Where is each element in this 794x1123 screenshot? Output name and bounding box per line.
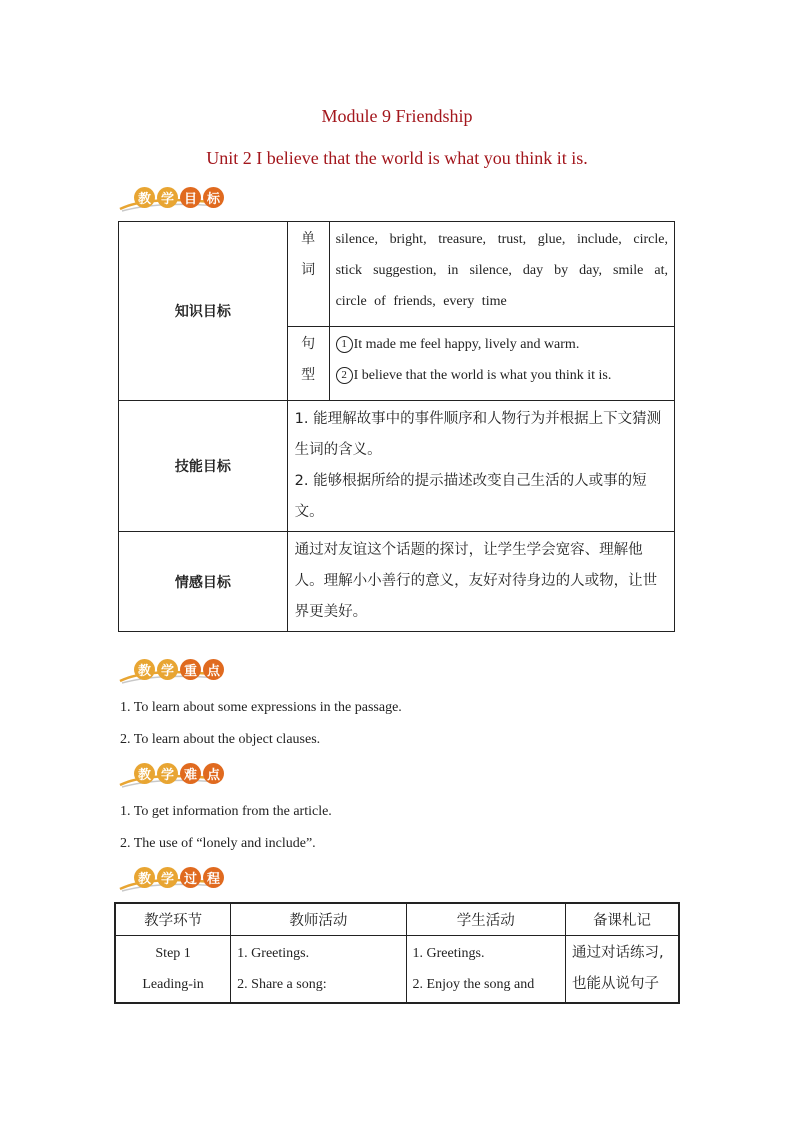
key-point-1: 1. To learn about some expressions in the passage. [120, 700, 402, 715]
sentence-patterns [329, 327, 674, 401]
tag-char: 过 [180, 867, 201, 888]
knowledge-goal-label: 知识目标 [119, 222, 288, 401]
skill-goal-label: 技能目标 [119, 401, 288, 532]
teacher-activity-cell [231, 936, 406, 1004]
notes-cell [565, 936, 679, 1004]
student-activity-cell [406, 936, 565, 1004]
header-notes: 备课札记 [565, 903, 679, 936]
skill-item-1: 1. 能理解故事中的事件顺序和人物行为并根据上下文猜测生词的含义。 [294, 411, 662, 458]
tag-char: 学 [157, 867, 178, 888]
tag-char: 教 [134, 659, 155, 680]
tag-char: 难 [180, 763, 201, 784]
list-item: 2. Enjoy the song and [412, 977, 535, 992]
section-tag-process [118, 867, 228, 893]
section-tag-difficulties [118, 763, 228, 789]
table-row [115, 936, 679, 1004]
tag-char: 教 [134, 187, 155, 208]
emotion-goal-label: 情感目标 [119, 532, 288, 632]
circled-number: 1 [336, 336, 353, 353]
tag-char: 教 [134, 763, 155, 784]
tag-char: 程 [203, 867, 224, 888]
step-name: Leading-in [142, 977, 204, 992]
emotion-goal-content: 通过对友谊这个话题的探讨，让学生学会宽容、理解他人。理解小小善行的意义，友好对待身边的人或物，让世界更美好。 [287, 532, 674, 632]
skill-goal-content [287, 401, 674, 532]
difficulty-2: 2. The use of “lonely and include”. [120, 836, 316, 851]
unit-title: Unit 2 I believe that the world is what you think it is. [206, 148, 588, 168]
objectives-table [118, 221, 675, 632]
vocabulary-list: silence, bright, treasure, trust, glue, include, circle, stick suggestion, in silence, day by day, smile at, circle of friends, every time [329, 222, 674, 327]
sentences-label-char: 型 [301, 367, 316, 383]
step-cell [115, 936, 231, 1004]
header-stage: 教学环节 [115, 903, 231, 936]
list-item: 1. Greetings. [237, 946, 310, 961]
tag-char: 点 [203, 659, 224, 680]
list-item: 也能从说句子 [571, 976, 659, 992]
sentence-text: I believe that the world is what you think it is. [353, 368, 612, 383]
circled-number: 2 [336, 367, 353, 384]
process-table [114, 902, 680, 1004]
section-tag-key-points [118, 659, 228, 685]
header-teacher: 教师活动 [231, 903, 406, 936]
tag-char: 学 [157, 659, 178, 680]
step-number: Step 1 [155, 946, 191, 961]
tag-char: 标 [203, 187, 224, 208]
section-tag-objectives [118, 187, 228, 213]
sentences-label-char: 句 [301, 336, 316, 352]
words-label-char: 单 [301, 231, 316, 247]
sentence-text: It made me feel happy, lively and warm. [353, 337, 580, 352]
header-student: 学生活动 [406, 903, 565, 936]
tag-char: 学 [157, 763, 178, 784]
skill-item-2: 2. 能够根据所给的提示描述改变自己生活的人或事的短文。 [294, 473, 647, 520]
sentences-label [287, 327, 329, 401]
tag-char: 重 [180, 659, 201, 680]
difficulty-1: 1. To get information from the article. [120, 804, 332, 819]
sentence-pattern-2 [336, 360, 668, 391]
list-item: 1. Greetings. [412, 946, 485, 961]
list-item: 2. Share a song: [237, 977, 327, 992]
list-item: 通过对话练习, [571, 945, 664, 961]
key-point-2: 2. To learn about the object clauses. [120, 732, 321, 747]
sentence-pattern-1 [336, 329, 668, 360]
module-title: Module 9 Friendship [321, 106, 473, 126]
words-label-char: 词 [301, 262, 316, 278]
tag-char: 目 [180, 187, 201, 208]
tag-char: 点 [203, 763, 224, 784]
tag-char: 学 [157, 187, 178, 208]
words-label [287, 222, 329, 327]
tag-char: 教 [134, 867, 155, 888]
